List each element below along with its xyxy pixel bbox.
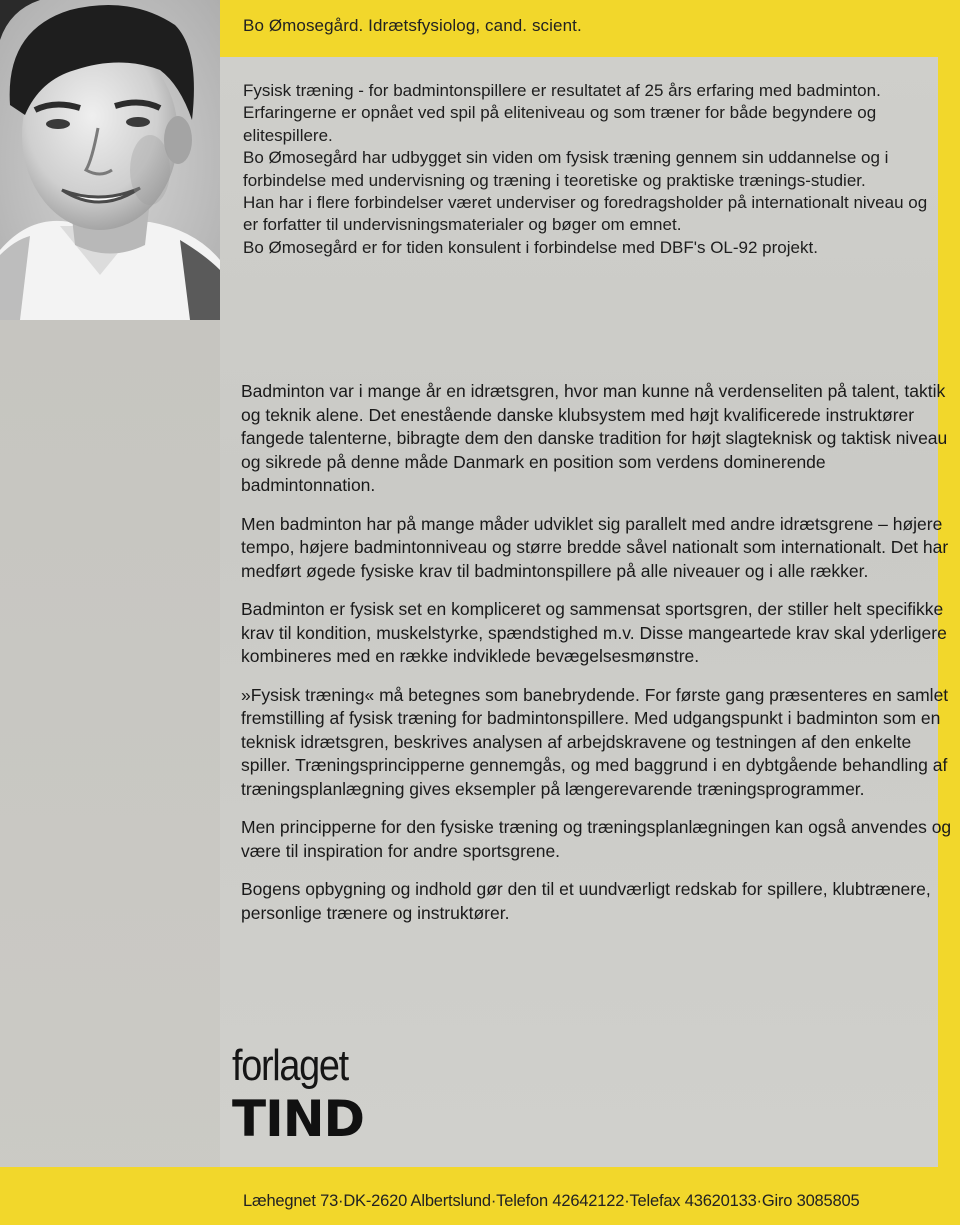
bio-paragraph: Bo Ømosegård har udbygget sin viden om fysisk træning gennem sin uddannelse og i forbindelse med undervisning og træning i teoretiske og praktiske trænings-studier. bbox=[243, 148, 889, 190]
bio-paragraph: Han har i flere forbindelser været underviser og foredragsholder på internationalt niveau og er forfatter til undervisningsmaterialer og bøger om emnet. bbox=[243, 193, 928, 235]
description-paragraph: »Fysisk træning« må betegnes som banebrydende. For første gang præsenteres en samlet fremstilling af fysisk træning for badmintonspillere. Med udgangspunkt i badminton som en teknisk idrætsgren, beskrives analysen af arbejdskravene og testningen af den enkelte spiller. Træningsprincipperne gennemgås, og med baggrund i en dybtgående behandling af træningsplanlægning gives eksempler på længerevarende træningsprogrammer. bbox=[241, 684, 949, 799]
bio-paragraph: Fysisk træning - for badmintonspillere er resultatet af 25 års erfaring med badminton. bbox=[243, 81, 881, 100]
author-line: Bo Ømosegård. Idrætsfysiolog, cand. scient. bbox=[243, 16, 582, 35]
book-description bbox=[241, 380, 953, 940]
bio-paragraph: Erfaringerne er opnået ved spil på eliteniveau og som træner for både begyndere og elitespillere. bbox=[243, 103, 877, 145]
description-paragraph: Men badminton har på mange måder udviklet sig parallelt med andre idrætsgrene – højere tempo, højere badmintonniveau og større bredde såvel nationalt som internationalt. Det har medført øgede fysiske krav til badmintonspillere på alle niveauer og i alle rækker. bbox=[241, 513, 949, 581]
description-paragraph: Bogens opbygning og indhold gør den til et uundværligt redskab for spillere, klubtrænere, personlige trænere og instruktører. bbox=[241, 879, 931, 923]
author-portrait-image bbox=[0, 0, 220, 320]
publisher-logo bbox=[232, 1042, 367, 1146]
description-paragraph: Badminton var i mange år en idrætsgren, hvor man kunne nå verdenseliten på talent, taktik og teknik alene. Det enestående danske klubsystem med højt kvalificerede instruktører fangede talenterne, bibragte dem den danske tradition for højt slagteknisk og taktisk niveau og sikrede på denne måde Danmark en position som verdens dominerende badmintonnation. bbox=[241, 381, 948, 495]
author-photo bbox=[0, 0, 220, 320]
left-gray-area bbox=[0, 320, 220, 1225]
bio-paragraph: Bo Ømosegård er for tiden konsulent i forbindelse med DBF's OL-92 projekt. bbox=[243, 237, 818, 257]
description-paragraph: Badminton er fysisk set en kompliceret og sammensat sportsgren, der stiller helt specifikke krav til kondition, muskelstyrke, spændstighed m.v. Disse mangeartede krav skal yderligere kombineres med en række indviklede bevægelsesmønstre. bbox=[241, 599, 947, 666]
publisher-logo-line2: TIND bbox=[232, 1090, 365, 1148]
footer-band-left bbox=[0, 1167, 220, 1225]
publisher-logo-line1: forlaget bbox=[232, 1041, 348, 1090]
description-paragraph: Men principperne for den fysiske træning og træningsplanlægningen kan også anvendes og være til inspiration for andre sportsgrene. bbox=[241, 817, 952, 861]
publisher-address: Læhegnet 73·DK-2620 Albertslund·Telefon 42642122·Telefax 43620133·Giro 3085805 bbox=[243, 1192, 860, 1210]
author-bio bbox=[243, 80, 933, 259]
